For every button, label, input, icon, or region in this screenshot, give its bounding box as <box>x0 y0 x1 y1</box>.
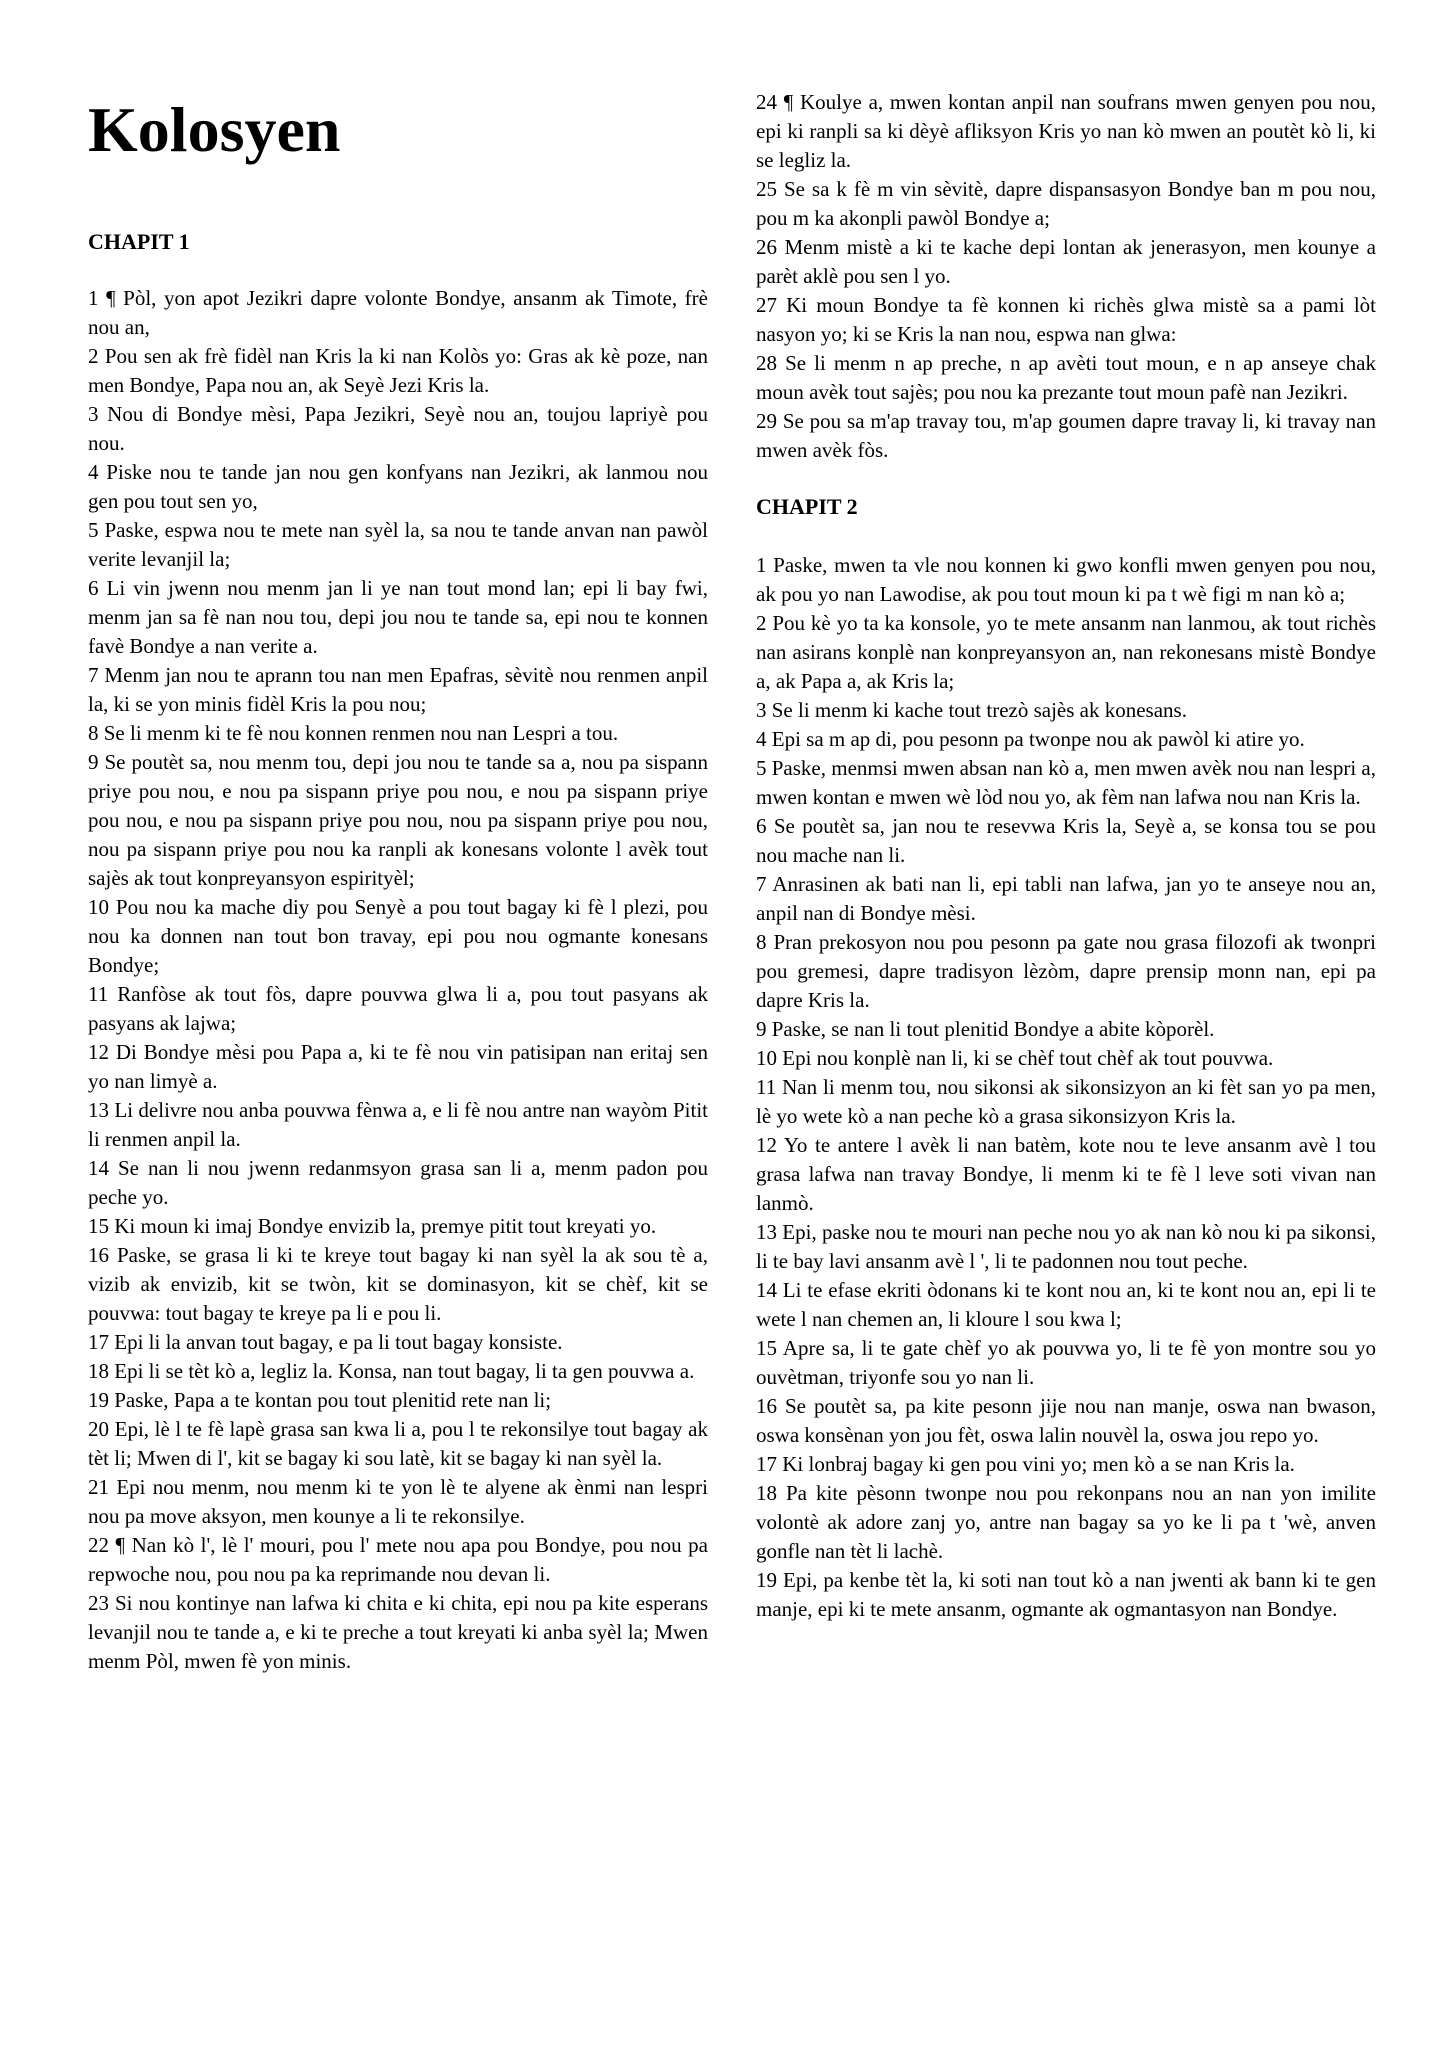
verse: 4 Piske nou te tande jan nou gen konfyans nan Jezikri, ak lanmou nou gen pou tout sen yo, <box>88 460 708 513</box>
verse: 1 Paske, mwen ta vle nou konnen ki gwo konfli mwen genyen pou nou, ak pou yo nan Lawodise, ak pou tout moun ki pa t wè figi m nan kò a; <box>756 553 1376 606</box>
verse: 19 Paske, Papa a te kontan pou tout plenitid rete nan li; <box>88 1388 552 1412</box>
verse: 6 Se poutèt sa, jan nou te resevwa Kris la, Seyè a, se konsa tou se pou nou mache nan li. <box>756 814 1376 867</box>
verse: 15 Ki moun ki imaj Bondye envizib la, premye pitit tout kreyati yo. <box>88 1214 657 1238</box>
verse: 18 Epi li se tèt kò a, legliz la. Konsa, nan tout bagay, li ta gen pouvwa a. <box>88 1359 695 1383</box>
verse: 3 Nou di Bondye mèsi, Papa Jezikri, Seyè nou an, toujou lapriyè pou nou. <box>88 402 708 455</box>
verse: 26 Menm mistè a ki te kache depi lontan ak jenerasyon, men kounye a parèt aklè pou sen l yo. <box>756 235 1376 288</box>
verse: 12 Di Bondye mèsi pou Papa a, ki te fè nou vin patisipan nan eritaj sen yo nan limyè a. <box>88 1040 708 1093</box>
verse: 16 Se poutèt sa, pa kite pesonn jije nou nan manje, oswa nan bwason, oswa konsènan yon jou fèt, oswa lalin nouvèl la, oswa jou repo yo. <box>756 1394 1376 1447</box>
verse: 13 Li delivre nou anba pouvwa fènwa a, e li fè nou antre nan wayòm Pitit li renmen anpil la. <box>88 1098 708 1151</box>
verse: 2 Pou sen ak frè fidèl nan Kris la ki nan Kolòs yo: Gras ak kè poze, nan men Bondye, Papa nou an, ak Seyè Jezi Kris la. <box>88 344 708 397</box>
verse: 9 Se poutèt sa, nou menm tou, depi jou nou te tande sa a, nou pa sispann priye pou nou, e nou pa sispann priye pou nou, e nou pa sispann priye pou nou, e nou pa sispann priye pou nou, nou pa sispann priye pou nou, nou pa sispann priye pou nou ka ranpli ak konesans volonte l avèk tout sajès ak tout konpreyansyon espirityèl; <box>88 750 708 890</box>
verse: 5 Paske, menmsi mwen absan nan kò a, men mwen avèk nou nan lespri a, mwen kontan e mwen wè lòd nou yo, ak fèm nan lafwa nou nan Kris la. <box>756 756 1376 809</box>
verse: 6 Li vin jwenn nou menm jan li ye nan tout mond lan; epi li bay fwi, menm jan sa fè nan nou tou, depi jou nou te tande sa, epi nou te konnen favè Bondye a nan verite a. <box>88 576 708 658</box>
verse: 14 Se nan li nou jwenn redanmsyon grasa san li a, menm padon pou peche yo. <box>88 1156 708 1209</box>
verse: 23 Si nou kontinye nan lafwa ki chita e ki chita, epi nou pa kite esperans levanjil nou te tande a, e ki te preche a tout kreyati ki anba syèl la; Mwen menm Pòl, mwen fè yon minis. <box>88 1591 708 1673</box>
verse: 13 Epi, paske nou te mouri nan peche nou yo ak nan kò nou ki pa sikonsi, li te bay lavi ansanm avè l ', li te padonnen nou tout peche. <box>756 1220 1376 1273</box>
right-column-body <box>756 88 1376 1624</box>
verse: 8 Pran prekosyon nou pou pesonn pa gate nou grasa filozofi ak twonpri pou gremesi, dapre tradisyon lèzòm, dapre prensip monn nan, epi pa dapre Kris la. <box>756 930 1376 1012</box>
book-title: Kolosyen <box>88 94 341 165</box>
verse: 9 Paske, se nan li tout plenitid Bondye a abite kòporèl. <box>756 1017 1215 1041</box>
verse: 7 Menm jan nou te aprann tou nan men Epafras, sèvitè nou renmen anpil la, ki se yon minis fidèl Kris la pou nou; <box>88 663 708 716</box>
verse: 11 Ranfòse ak tout fòs, dapre pouvwa glwa li a, pou tout pasyans ak pasyans ak lajwa; <box>88 982 708 1035</box>
verse: 24 ¶ Koulye a, mwen kontan anpil nan soufrans mwen genyen pou nou, epi ki ranpli sa ki dèyè afliksyon Kris yo nan kò mwen an poutèt kò li, ki se legliz la. <box>756 90 1376 172</box>
verse: 11 Nan li menm tou, nou sikonsi ak sikonsizyon an ki fèt san yo pa men, lè yo wete kò a nan peche kò a grasa sikonsizyon Kris la. <box>756 1075 1376 1128</box>
verse: 12 Yo te antere l avèk li nan batèm, kote nou te leve ansanm avè l tou grasa lafwa nan travay Bondye, li menm ki te fè l leve soti vivan nan lanmò. <box>756 1133 1376 1215</box>
verse: 1 ¶ Pòl, yon apot Jezikri dapre volonte Bondye, ansanm ak Timote, frè nou an, <box>88 286 708 339</box>
verse-list <box>756 88 1376 465</box>
verse: 18 Pa kite pèsonn twonpe nou pou rekonpans nou an nan yon imilite volontè ak adore zanj yo, antre nan bagay sa yo ke li pa t 'wè, anven gonfle nan tèt li lachè. <box>756 1481 1376 1563</box>
verse: 4 Epi sa m ap di, pou pesonn pa twonpe nou ak pawòl ki atire yo. <box>756 727 1305 751</box>
verse: 25 Se sa k fè m vin sèvitè, dapre dispansasyon Bondye ban m pou nou, pou m ka akonpli pawòl Bondye a; <box>756 177 1376 230</box>
verse: 20 Epi, lè l te fè lapè grasa san kwa li a, pou l te rekonsilye tout bagay ak tèt li; Mwen di l', kit se bagay ki sou latè, kit se bagay ki nan syèl la. <box>88 1417 708 1470</box>
verse: 17 Ki lonbraj bagay ki gen pou vini yo; men kò a se nan Kris la. <box>756 1452 1295 1476</box>
verse: 19 Epi, pa kenbe tèt la, ki soti nan tout kò a nan jwenti ak bann ki te gen manje, epi ki te mete ansanm, ogmante ak ogmantasyon nan Bondye. <box>756 1568 1376 1621</box>
verse: 21 Epi nou menm, nou menm ki te yon lè te alyene ak ènmi nan lespri nou pa move aksyon, men kounye a li te rekonsilye. <box>88 1475 708 1528</box>
chapter-heading: CHAPIT 2 <box>756 494 858 519</box>
verse: 7 Anrasinen ak bati nan li, epi tabli nan lafwa, jan yo te anseye nou an, anpil nan di Bondye mèsi. <box>756 872 1376 925</box>
verse: 3 Se li menm ki kache tout trezò sajès ak konesans. <box>756 698 1187 722</box>
verse: 28 Se li menm n ap preche, n ap avèti tout moun, e n ap anseye chak moun avèk tout sajès; pou nou ka prezante tout moun pafè nan Jezikri. <box>756 351 1376 404</box>
verse: 15 Apre sa, li te gate chèf yo ak pouvwa yo, li te fè yon montre sou yo ouvètman, triyonfe sou yo nan li. <box>756 1336 1376 1389</box>
verse-list <box>88 284 708 1676</box>
verse: 27 Ki moun Bondye ta fè konnen ki richès glwa mistè sa a pami lòt nasyon yo; ki se Kris la nan nou, espwa nan glwa: <box>756 293 1376 346</box>
verse: 8 Se li menm ki te fè nou konnen renmen nou nan Lespri a tou. <box>88 721 619 745</box>
verse: 22 ¶ Nan kò l', lè l' mouri, pou l' mete nou apa pou Bondye, pou nou pa repwoche nou, pou nou pa ka reprimande nou devan li. <box>88 1533 708 1586</box>
chapter-heading: CHAPIT 1 <box>88 229 190 254</box>
verse: 10 Pou nou ka mache diy pou Senyè a pou tout bagay ki fè l plezi, pou nou ka donnen nan tout bon travay, epi pou nou ogmante konesans Bondye; <box>88 895 708 977</box>
verse: 5 Paske, espwa nou te mete nan syèl la, sa nou te tande anvan nan pawòl verite levanjil la; <box>88 518 708 571</box>
verse-list <box>756 551 1376 1624</box>
verse: 29 Se pou sa m'ap travay tou, m'ap goumen dapre travay li, ki travay nan mwen avèk fòs. <box>756 409 1376 462</box>
verse: 14 Li te efase ekriti òdonans ki te kont nou an, ki te kont nou an, epi li te wete l nan chemen an, li kloure l sou kwa l; <box>756 1278 1376 1331</box>
left-column-body <box>88 228 708 1676</box>
verse: 17 Epi li la anvan tout bagay, e pa li tout bagay konsiste. <box>88 1330 563 1354</box>
verse: 2 Pou kè yo ta ka konsole, yo te mete ansanm nan lanmou, ak tout richès nan asirans konplè nan konpreyansyon an, nan rekonesans mistè Bondye a, ak Papa a, ak Kris la; <box>756 611 1376 693</box>
verse: 16 Paske, se grasa li ki te kreye tout bagay ki nan syèl la ak sou tè a, vizib ak envizib, kit se twòn, kit se dominasyon, kit se chèf, kit se pouvwa: tout bagay te kreye pa li e pou li. <box>88 1243 708 1325</box>
verse: 10 Epi nou konplè nan li, ki se chèf tout chèf ak tout pouvwa. <box>756 1046 1274 1070</box>
